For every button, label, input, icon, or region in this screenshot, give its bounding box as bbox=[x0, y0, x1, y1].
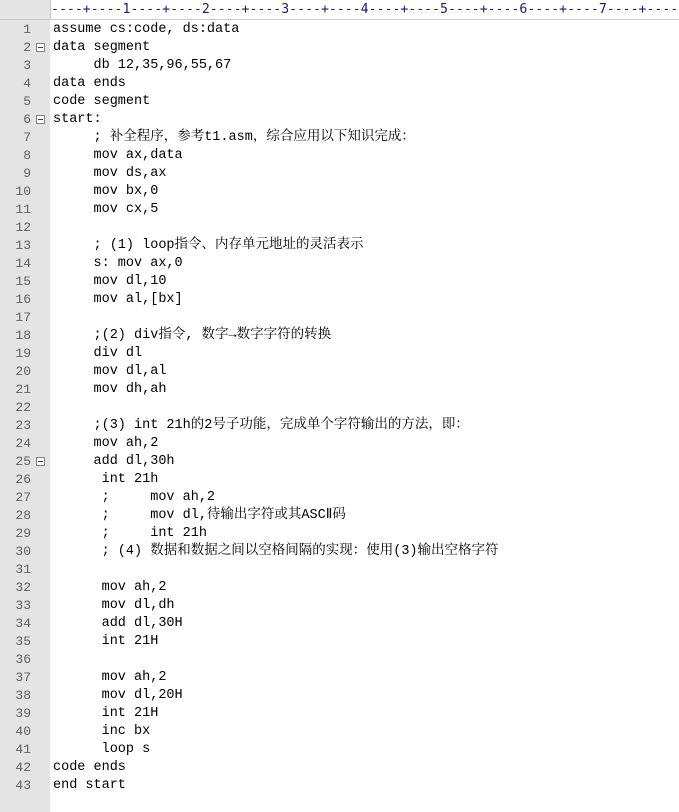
code-line[interactable] bbox=[0, 651, 679, 669]
code-text[interactable]: ; int 21h bbox=[53, 526, 207, 541]
code-text[interactable]: int 21h bbox=[53, 472, 159, 487]
line-number: 39 bbox=[15, 706, 31, 721]
code-line[interactable] bbox=[0, 417, 679, 435]
code-line[interactable] bbox=[0, 453, 679, 471]
code-line[interactable] bbox=[0, 525, 679, 543]
column-ruler bbox=[50, 0, 679, 20]
line-number: 38 bbox=[15, 688, 31, 703]
line-number: 22 bbox=[15, 400, 31, 415]
code-line[interactable] bbox=[0, 219, 679, 237]
line-number: 15 bbox=[15, 274, 31, 289]
line-number: 42 bbox=[15, 760, 31, 775]
code-text[interactable]: mov dl,dh bbox=[53, 598, 175, 613]
code-line[interactable] bbox=[0, 705, 679, 723]
code-text[interactable]: mov bx,0 bbox=[53, 184, 159, 199]
code-text[interactable]: s: mov ax,0 bbox=[53, 256, 183, 271]
code-text[interactable]: int 21H bbox=[53, 634, 159, 649]
code-line[interactable] bbox=[0, 723, 679, 741]
line-number: 6 bbox=[23, 112, 31, 127]
line-number: 23 bbox=[15, 418, 31, 433]
line-number: 11 bbox=[15, 202, 31, 217]
code-line[interactable] bbox=[0, 165, 679, 183]
line-number: 14 bbox=[15, 256, 31, 271]
fold-collapse-icon[interactable] bbox=[36, 43, 45, 52]
code-text[interactable]: ; (1) loop指令、内存单元地址的灵活表示 bbox=[53, 238, 364, 253]
code-text[interactable]: start: bbox=[53, 112, 102, 127]
code-line[interactable] bbox=[0, 57, 679, 75]
code-line[interactable] bbox=[0, 507, 679, 525]
code-text[interactable]: assume cs:code, ds:data bbox=[53, 22, 240, 37]
code-text[interactable]: mov al,[bx] bbox=[53, 292, 183, 307]
line-number: 43 bbox=[15, 778, 31, 793]
line-number: 13 bbox=[15, 238, 31, 253]
line-number: 36 bbox=[15, 652, 31, 667]
code-line[interactable] bbox=[0, 777, 679, 795]
code-text[interactable]: add dl,30h bbox=[53, 454, 175, 469]
line-number: 12 bbox=[15, 220, 31, 235]
code-line[interactable] bbox=[0, 471, 679, 489]
code-line[interactable] bbox=[0, 21, 679, 39]
code-line[interactable] bbox=[0, 183, 679, 201]
code-text[interactable]: ;(3) int 21h的2号子功能，完成单个字符输出的方法，即： bbox=[53, 418, 469, 433]
line-number: 18 bbox=[15, 328, 31, 343]
line-number: 19 bbox=[15, 346, 31, 361]
line-number: 5 bbox=[23, 94, 31, 109]
code-line[interactable] bbox=[0, 291, 679, 309]
code-text[interactable]: int 21H bbox=[53, 706, 159, 721]
code-line[interactable] bbox=[0, 93, 679, 111]
code-line[interactable] bbox=[0, 741, 679, 759]
code-text[interactable]: mov dl,al bbox=[53, 364, 167, 379]
code-line[interactable] bbox=[0, 687, 679, 705]
code-line[interactable] bbox=[0, 309, 679, 327]
code-lines[interactable] bbox=[0, 21, 679, 795]
code-text[interactable]: mov ah,2 bbox=[53, 436, 159, 451]
line-number: 32 bbox=[15, 580, 31, 595]
line-number: 10 bbox=[15, 184, 31, 199]
code-text[interactable]: code segment bbox=[53, 94, 151, 109]
code-line[interactable] bbox=[0, 345, 679, 363]
code-text[interactable]: ; 补全程序，参考t1.asm，综合应用以下知识完成： bbox=[53, 130, 415, 145]
code-line[interactable] bbox=[0, 39, 679, 57]
code-text[interactable]: ; mov dl,待输出字符或其ASCⅡ码 bbox=[53, 508, 346, 523]
line-number: 2 bbox=[23, 40, 31, 55]
line-number: 41 bbox=[15, 742, 31, 757]
code-text[interactable]: code ends bbox=[53, 760, 126, 775]
line-number: 29 bbox=[15, 526, 31, 541]
code-line[interactable] bbox=[0, 759, 679, 777]
code-text[interactable]: mov ax,data bbox=[53, 148, 183, 163]
code-text[interactable]: data segment bbox=[53, 40, 151, 55]
line-number: 28 bbox=[15, 508, 31, 523]
line-number: 31 bbox=[15, 562, 31, 577]
line-number: 21 bbox=[15, 382, 31, 397]
code-line[interactable] bbox=[0, 489, 679, 507]
line-number: 16 bbox=[15, 292, 31, 307]
line-number: 30 bbox=[15, 544, 31, 559]
code-text[interactable]: mov ah,2 bbox=[53, 580, 167, 595]
line-number: 35 bbox=[15, 634, 31, 649]
column-ruler-text: ----+----1----+----2----+----3----+----4----+----5----+----6----+----7----+---- bbox=[51, 2, 679, 17]
code-line[interactable] bbox=[0, 273, 679, 291]
code-line[interactable] bbox=[0, 129, 679, 147]
code-text[interactable]: mov dl,20H bbox=[53, 688, 183, 703]
line-number: 24 bbox=[15, 436, 31, 451]
line-number: 20 bbox=[15, 364, 31, 379]
line-number: 33 bbox=[15, 598, 31, 613]
code-text[interactable]: mov dl,10 bbox=[53, 274, 167, 289]
code-line[interactable] bbox=[0, 579, 679, 597]
line-number: 27 bbox=[15, 490, 31, 505]
code-text[interactable]: mov cx,5 bbox=[53, 202, 159, 217]
fold-collapse-icon[interactable] bbox=[36, 457, 45, 466]
code-line[interactable] bbox=[0, 435, 679, 453]
line-number: 25 bbox=[15, 454, 31, 469]
code-text[interactable]: loop s bbox=[53, 742, 151, 757]
code-line[interactable] bbox=[0, 111, 679, 129]
code-text[interactable]: div dl bbox=[53, 346, 143, 361]
code-text[interactable]: mov ah,2 bbox=[53, 670, 167, 685]
line-number: 34 bbox=[15, 616, 31, 631]
code-line[interactable] bbox=[0, 561, 679, 579]
code-text[interactable]: inc bx bbox=[53, 724, 151, 739]
code-line[interactable] bbox=[0, 75, 679, 93]
code-text[interactable]: mov dh,ah bbox=[53, 382, 167, 397]
code-text[interactable]: end start bbox=[53, 778, 126, 793]
line-number: 3 bbox=[23, 58, 31, 73]
code-line[interactable] bbox=[0, 543, 679, 561]
line-number: 8 bbox=[23, 148, 31, 163]
ruler-gutter-corner bbox=[0, 0, 50, 20]
code-line[interactable] bbox=[0, 615, 679, 633]
line-number: 1 bbox=[23, 22, 31, 37]
code-line[interactable] bbox=[0, 255, 679, 273]
line-number: 37 bbox=[15, 670, 31, 685]
code-line[interactable] bbox=[0, 201, 679, 219]
code-text[interactable]: ; mov ah,2 bbox=[53, 490, 216, 505]
line-number: 4 bbox=[23, 76, 31, 91]
code-line[interactable] bbox=[0, 363, 679, 381]
code-line[interactable] bbox=[0, 327, 679, 345]
line-number: 7 bbox=[23, 130, 31, 145]
line-number: 40 bbox=[15, 724, 31, 739]
code-line[interactable] bbox=[0, 237, 679, 255]
code-text[interactable]: db 12,35,96,55,67 bbox=[53, 58, 232, 73]
column-ruler-row bbox=[0, 0, 679, 20]
code-line[interactable] bbox=[0, 597, 679, 615]
line-number: 9 bbox=[23, 166, 31, 181]
code-line[interactable] bbox=[0, 669, 679, 687]
code-line[interactable] bbox=[0, 399, 679, 417]
line-number: 17 bbox=[15, 310, 31, 325]
code-text[interactable]: add dl,30H bbox=[53, 616, 183, 631]
fold-collapse-icon[interactable] bbox=[36, 115, 45, 124]
code-text[interactable]: ;(2) div指令, 数字→数字字符的转换 bbox=[53, 328, 332, 343]
code-text[interactable]: mov ds,ax bbox=[53, 166, 167, 181]
line-number: 26 bbox=[15, 472, 31, 487]
code-text[interactable]: data ends bbox=[53, 76, 126, 91]
code-line[interactable] bbox=[0, 147, 679, 165]
code-text[interactable]: ; (4) 数据和数据之间以空格间隔的实现：使用(3)输出空格字符 bbox=[53, 544, 499, 559]
code-line[interactable] bbox=[0, 633, 679, 651]
code-line[interactable] bbox=[0, 381, 679, 399]
